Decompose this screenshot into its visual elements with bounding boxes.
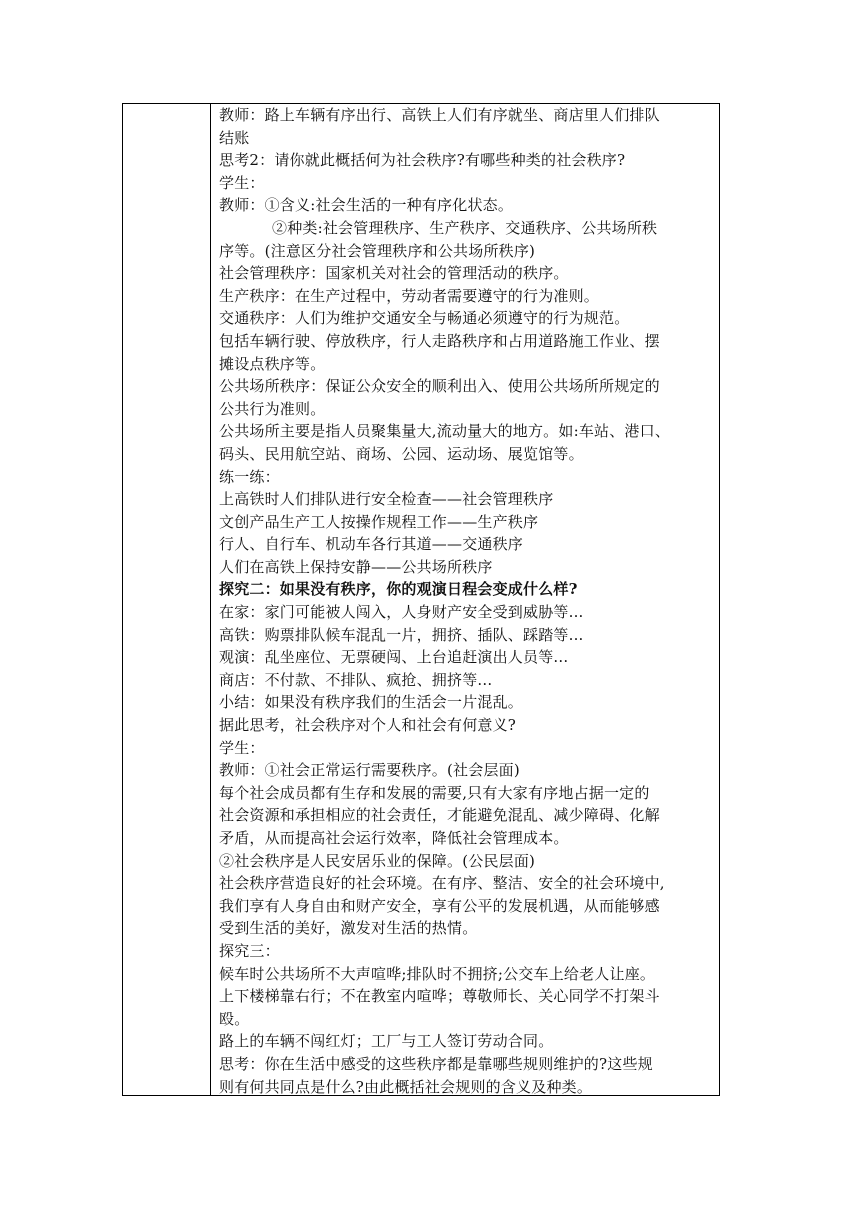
text-line: 交通秩序：人们为维护交通安全与畅通必须遵守的行为规范。 — [219, 309, 630, 328]
text-line: 小结：如果没有秩序我们的生活会一片混乱。 — [219, 693, 524, 712]
text-line: 学生： — [219, 738, 265, 757]
text-line: 据此思考，社会秩序对个人和社会有何意义? — [219, 716, 517, 735]
text-line: 探究三： — [219, 941, 280, 960]
text-line: 上高铁时人们排队进行安全检查——社会管理秩序 — [219, 490, 554, 509]
text-line: 文创产品生产工人按操作规程工作——生产秩序 — [219, 512, 539, 531]
text-line: 练一练： — [219, 467, 280, 486]
text-line: 包括车辆行驶、停放秩序，行人走路秩序和占用道路施工作业、摆 — [219, 331, 660, 350]
text-line: 社会管理秩序：国家机关对社会的管理活动的秩序。 — [219, 264, 569, 283]
text-line: 路上的车辆不闯红灯；工厂与工人签订劳动合同。 — [219, 1032, 554, 1051]
text-line: 码头、民用航空站、商场、公园、运动场、展览馆等。 — [219, 444, 584, 463]
lesson-table — [122, 103, 720, 1096]
text-line: 高铁：购票排队候车混乱一片，拥挤、插队、踩踏等... — [219, 625, 584, 644]
text-line: 受到生活的美好，激发对生活的热情。 — [219, 919, 478, 938]
text-line: 殴。 — [219, 1009, 250, 1028]
text-line: 商店：不付款、不排队、疯抢、拥挤等... — [219, 670, 493, 689]
text-line: 摊设点秩序等。 — [219, 354, 326, 373]
text-line: 教师：路上车辆有序出行、高铁上人们有序就坐、商店里人们排队 — [219, 106, 660, 124]
text-line: 探究二：如果没有秩序，你的观演日程会变成什么样? — [219, 580, 578, 599]
text-line: 人们在高铁上保持安静——公共场所秩序 — [219, 557, 493, 576]
text-line: 我们享有人身自由和财产安全，享有公平的发展机遇，从而能够感 — [219, 896, 660, 915]
text-line: 则有何共同点是什么?由此概括社会规则的含义及种类。 — [219, 1077, 593, 1096]
text-line: 教师：①社会正常运行需要秩序。(社会层面) — [219, 761, 520, 780]
text-line: 观演：乱坐座位、无票硬闯、上台追赶演出人员等... — [219, 648, 569, 667]
text-line: 行人、自行车、机动车各行其道——交通秩序 — [219, 535, 524, 554]
text-line: 教师：①含义:社会生活的一种有序化状态。 — [219, 196, 514, 215]
text-line: ②种类:社会管理秩序、生产秩序、交通秩序、公共场所秩 — [272, 218, 658, 237]
text-line: 思考2：请你就此概括何为社会秩序?有哪些种类的社会秩序? — [219, 151, 626, 170]
text-line: 矛盾，从而提高社会运行效率，降低社会管理成本。 — [219, 829, 569, 847]
content-cell — [211, 104, 719, 1095]
text-line: 上下楼梯靠右行；不在教室内喧哗；尊敬师长、关心同学不打架斗 — [219, 987, 660, 1006]
text-line: 候车时公共场所不大声喧哗;排队时不拥挤;公交车上给老人让座。 — [219, 964, 656, 983]
text-line: 在家：家门可能被人闯入，人身财产安全受到威胁等... — [219, 603, 584, 622]
text-line: 思考：你在生活中感受的这些秩序都是靠哪些规则维护的?这些规 — [219, 1054, 653, 1073]
text-line: 社会秩序营造良好的社会环境。在有序、整洁、安全的社会环境中, — [219, 874, 665, 893]
text-line: 公共场所秩序：保证公众安全的顺利出入、使用公共场所所规定的 — [219, 377, 660, 396]
text-line: 结账 — [219, 128, 250, 147]
text-line: ②社会秩序是人民安居乐业的保障。(公民层面) — [219, 851, 536, 870]
text-line: 每个社会成员都有生存和发展的需要,只有大家有序地占据一定的 — [219, 783, 650, 802]
text-line: 生产秩序：在生产过程中，劳动者需要遵守的行为准则。 — [219, 286, 600, 305]
text-line: 学生： — [219, 173, 265, 192]
left-column-cell — [123, 104, 211, 1095]
text-line: 序等。(注意区分社会管理秩序和公共场所秩序) — [219, 241, 536, 260]
text-line: 公共行为准则。 — [219, 399, 326, 418]
text-line: 公共场所主要是指人员聚集量大,流动量大的地方。如:车站、港口、 — [219, 422, 671, 441]
text-line: 社会资源和承担相应的社会责任，才能避免混乱、减少障碍、化解 — [219, 806, 660, 825]
